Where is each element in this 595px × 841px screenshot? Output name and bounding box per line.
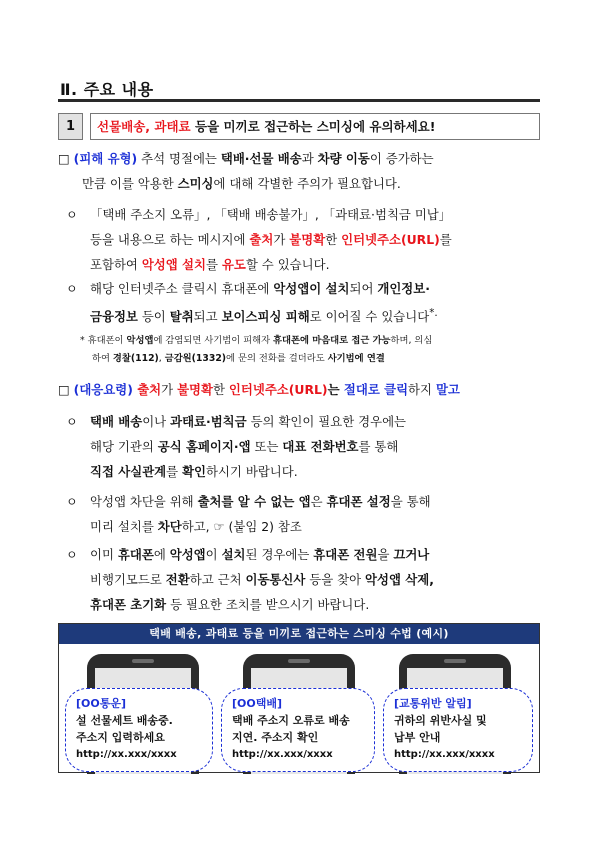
text: 보이스피싱 피해	[221, 309, 310, 325]
bullet-icon: ㅇ	[66, 415, 78, 429]
text: 택배·선물 배송	[220, 151, 302, 166]
bullet-paragraph	[90, 276, 438, 326]
para-line	[90, 227, 452, 252]
text: 유도	[221, 257, 246, 272]
heading-text	[90, 113, 540, 140]
text: 휴대폰 전원	[313, 547, 378, 562]
para-line	[90, 434, 406, 459]
bullet-icon: ㅇ	[66, 495, 78, 509]
checkbox-icon: □	[58, 151, 70, 166]
para-line	[58, 377, 460, 402]
response-paragraph	[58, 377, 460, 402]
text: 하지	[408, 382, 436, 397]
footnote-marker: *.	[429, 307, 438, 319]
para-line	[90, 542, 434, 567]
text: 악성앱 차단을 위해	[90, 494, 198, 509]
text: 이	[205, 547, 222, 562]
text: 가	[161, 382, 178, 397]
text: 휴대폰이	[84, 335, 127, 346]
message-line: 택배 주소지 오류로 배송	[232, 714, 350, 727]
message-bubble	[221, 688, 375, 772]
heading-highlight: 선물배송, 과태료	[97, 119, 191, 134]
panel-title: 택배 배송, 과태료 등을 미끼로 접근하는 스미싱 수법 (예시)	[59, 624, 539, 644]
text: 금융정보	[90, 309, 138, 325]
text: 불명확	[289, 232, 326, 247]
text: 하고, ☞ (붙임 2) 참조	[181, 519, 302, 534]
text: 출처를 알 수 없는 앱	[197, 494, 311, 509]
text: 에 문의 전화를 걸더라도	[226, 353, 328, 364]
message-line: 주소지 입력하세요	[76, 731, 165, 744]
phone-speaker	[132, 659, 154, 663]
bullet-icon: ㅇ	[66, 282, 78, 296]
text: 에	[153, 547, 170, 562]
text: 하며, 의심	[390, 335, 433, 346]
text: 또는	[250, 439, 283, 454]
text: 차량 이동	[317, 151, 370, 166]
text: 대표 전화번호	[282, 439, 359, 454]
text: 한	[212, 382, 229, 397]
para-line	[58, 171, 434, 196]
text: *	[80, 335, 85, 346]
heading-rest: 등을 미끼로 접근하는 스미싱에 유의하세요!	[190, 119, 436, 134]
text: 포함하여	[90, 257, 142, 272]
text: 차단	[157, 519, 182, 534]
message-line: 설 선물세트 배송중.	[76, 714, 173, 727]
para-line	[90, 252, 452, 277]
text: 과	[301, 151, 318, 166]
text: 에 대해 각별한 주의가 필요합니다.	[213, 176, 401, 191]
footnote	[80, 332, 432, 368]
footnote-line	[80, 332, 432, 350]
bullet-paragraph	[90, 489, 431, 539]
message-line: 납부 안내	[394, 731, 441, 744]
text: 휴대폰 설정	[326, 494, 391, 509]
message-line: 지연. 주소지 확인	[232, 731, 319, 744]
text: 악성앱 설치	[141, 257, 206, 272]
message-link[interactable]: http://xx.xxx/xxxx	[76, 749, 177, 760]
phone-speaker	[288, 659, 310, 663]
text: 악성앱	[169, 547, 206, 562]
checkbox-icon: □	[58, 382, 70, 397]
text: 이 증가하는	[369, 151, 434, 166]
smishing-example-panel	[58, 623, 540, 773]
text: 악성앱	[126, 335, 154, 346]
text: 휴대폰에 마음대로 접근 가능	[273, 335, 391, 346]
para-line	[90, 276, 438, 301]
text: 을	[377, 547, 394, 562]
text: 사기범에 연결	[327, 353, 385, 364]
text: 말고	[435, 382, 460, 397]
text: 를 통해	[358, 439, 399, 454]
text: 인터넷주소(URL)	[341, 232, 440, 247]
text: 할 수 있습니다.	[245, 257, 330, 272]
text: 개인정보·	[377, 281, 430, 296]
text: ,	[158, 353, 165, 364]
response-tag: (대응요령)	[73, 382, 133, 397]
para-line	[90, 592, 434, 617]
text: 한	[325, 232, 342, 247]
text: 절대로 클릭	[343, 382, 409, 397]
text: 등을 내용으로 하는 메시지에	[90, 232, 250, 247]
text: 를	[439, 232, 452, 247]
text: 불명확	[177, 382, 213, 397]
text: 공식 홈페이지·앱	[157, 439, 251, 454]
para-line	[90, 489, 431, 514]
text: 되고	[193, 309, 222, 325]
text: 휴대폰	[117, 547, 154, 562]
message-link[interactable]: http://xx.xxx/xxxx	[394, 749, 495, 760]
text: 에 감염되면 사기범이 피해자	[153, 335, 274, 346]
text: 가	[273, 232, 290, 247]
damage-type-tag: (피해 유형)	[73, 151, 138, 166]
text: 하고 근처	[189, 572, 246, 587]
text: 되어	[349, 281, 378, 296]
text: 등을 찾아	[305, 572, 366, 587]
para-line	[90, 301, 438, 326]
text: 출처	[132, 382, 162, 397]
text: 을 통해	[390, 494, 431, 509]
text: 를	[206, 257, 222, 272]
text: 설치	[221, 547, 246, 562]
section-divider	[58, 99, 540, 102]
text: 등의 확인이 필요한 경우에는	[246, 414, 407, 429]
text: 출처	[249, 232, 274, 247]
section-title: Ⅱ. 주요 내용	[60, 80, 154, 99]
para-line	[58, 146, 434, 171]
damage-type-paragraph	[58, 146, 434, 196]
bullet-paragraph	[90, 409, 406, 484]
text: 악성앱이 설치	[273, 281, 350, 296]
text: 하시기 바랍니다.	[206, 464, 298, 479]
message-sender: [OO택배]	[232, 697, 283, 710]
text: 이미	[90, 547, 118, 562]
message-sender: [OO통운]	[76, 697, 127, 710]
para-line	[90, 567, 434, 592]
text: 해당 기관의	[90, 439, 158, 454]
text: 택배 배송	[90, 414, 143, 429]
text: 경찰(112)	[112, 353, 159, 364]
text: 금감원(1332)	[164, 353, 227, 364]
text: 직접 사실관계	[90, 464, 167, 479]
text: 휴대폰 초기화	[90, 597, 167, 612]
para-line	[90, 409, 406, 434]
heading-row	[58, 113, 540, 140]
text: 로 이어질 수 있습니다	[309, 309, 430, 325]
text: 비행기모드로	[90, 572, 166, 587]
text: 과태료·범칙금	[170, 414, 247, 429]
message-line: 귀하의 위반사실 및	[394, 714, 487, 727]
para-line: 「택배 주소지 오류」, 「택배 배송불가」, 「과태료·범칙금 미납」	[90, 207, 452, 222]
text: 미리 설치를	[90, 519, 158, 534]
message-bubble	[65, 688, 213, 772]
phone-speaker	[444, 659, 466, 663]
text: 확인	[182, 464, 207, 479]
text: 해당 인터넷주소 클릭시 휴대폰에	[90, 281, 274, 296]
text: 는	[327, 382, 344, 397]
text: 등 필요한 조치를 받으시기 바랍니다.	[166, 597, 370, 612]
text: 이나	[142, 414, 171, 429]
bullet-paragraph	[90, 202, 452, 277]
bullet-paragraph	[90, 542, 434, 617]
message-bubble	[383, 688, 533, 772]
text: 끄거나	[393, 547, 430, 562]
text: 하여	[92, 353, 113, 364]
message-sender: [교통위반 알림]	[394, 697, 472, 710]
text: 탈취	[169, 309, 194, 325]
footnote-line	[80, 350, 432, 368]
message-link[interactable]: http://xx.xxx/xxxx	[232, 749, 333, 760]
text: 은	[310, 494, 327, 509]
para-line	[90, 514, 431, 539]
text: 된 경우에는	[245, 547, 314, 562]
bullet-icon: ㅇ	[66, 208, 78, 222]
text: 악성앱 삭제,	[365, 572, 434, 587]
text: 등이	[137, 309, 170, 325]
bullet-icon: ㅇ	[66, 548, 78, 562]
text: 인터넷주소(URL)	[228, 382, 328, 397]
text: 전환	[165, 572, 190, 587]
text: 만큼 이를 악용한	[82, 176, 178, 191]
heading-number: 1	[58, 113, 83, 140]
para-line	[90, 459, 406, 484]
text: 를	[166, 464, 183, 479]
text: 이동통신사	[245, 572, 306, 587]
text: 추석 명절에는	[137, 151, 221, 166]
text: 스미싱	[177, 176, 214, 191]
